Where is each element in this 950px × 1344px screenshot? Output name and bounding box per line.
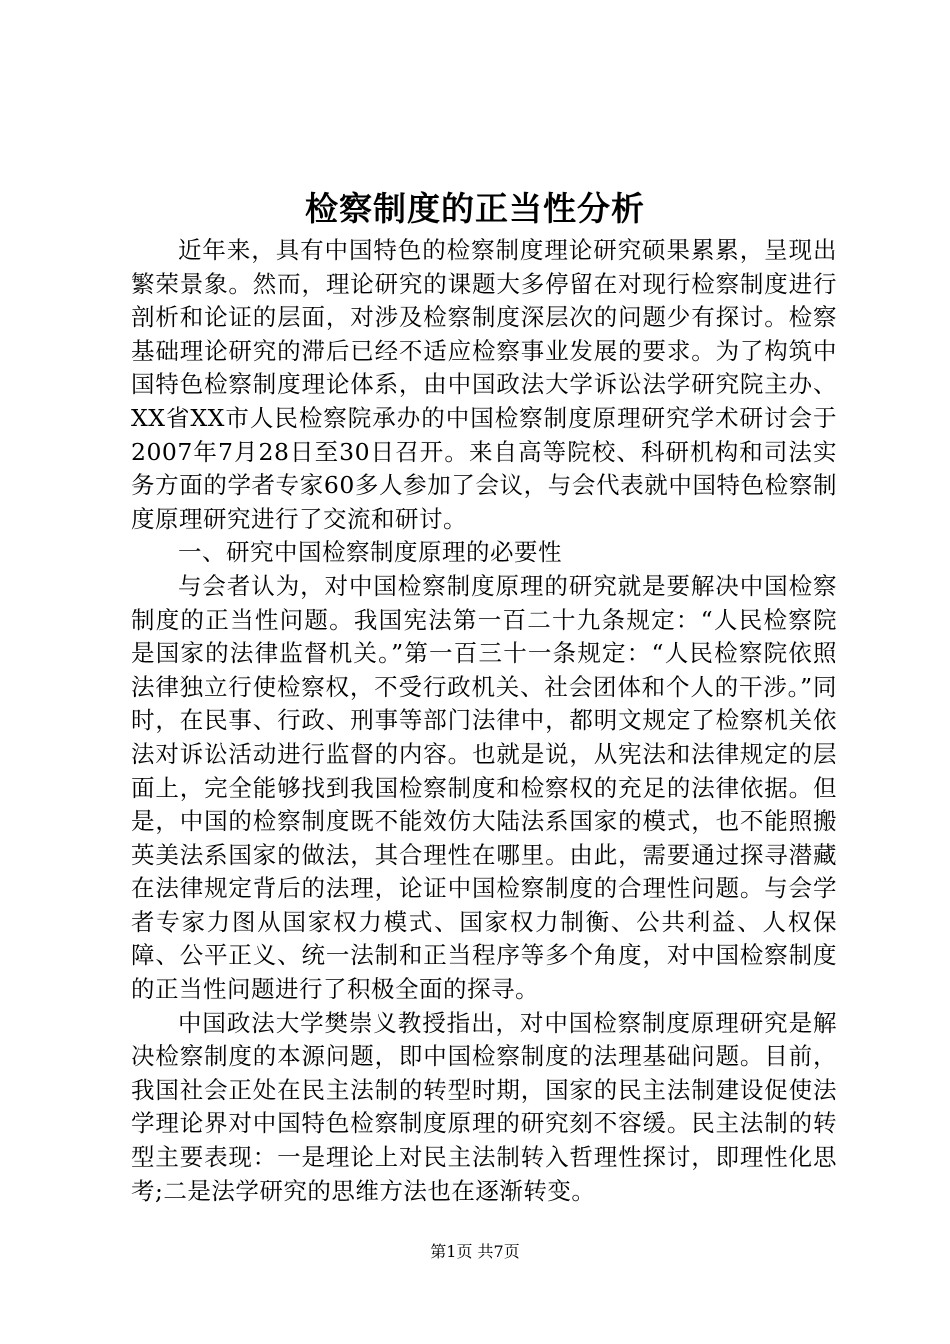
document-title: 检察制度的正当性分析 <box>305 189 645 228</box>
paragraph-fan-chongyi: 中国政法大学樊崇义教授指出，对中国检察制度原理研究是解决检察制度的本源问题，即中国检察制度的法理基础问题。目前，我国社会正处在民主法制的转型时期，国家的民主法制建设促使法学理论界对中国特色检察制度原理的研究刻不容缓。民主法制的转型主要表现：一是理论上对民主法制转入哲理性探讨，即理性化思考;二是法学研究的思维方法也在逐渐转变。 <box>131 1008 837 1205</box>
document-body <box>131 234 837 1208</box>
page-number: 第1页 共7页 <box>430 1242 520 1261</box>
paragraph-intro: 近年来，具有中国特色的检察制度理论研究硕果累累，呈现出繁荣景象。然而，理论研究的课题大多停留在对现行检察制度进行剖析和论证的层面，对涉及检察制度深层次的问题少有探讨。检察基础理论研究的滞后已经不适应检察事业发展的要求。为了构筑中国特色检察制度理论体系，由中国政法大学诉讼法学研究院主办、XX省XX市人民检察院承办的中国检察制度原理研究学术研讨会于2007年7月28日至30日召开。来自高等院校、科研机构和司法实务方面的学者专家60多人参加了会议，与会代表就中国特色检察制度原理研究进行了交流和研讨。 <box>131 236 837 533</box>
section-heading: 一、研究中国检察制度原理的必要性 <box>178 538 562 567</box>
paragraph-necessity: 与会者认为，对中国检察制度原理的研究就是要解决中国检察制度的正当性问题。我国宪法第一百二十九条规定：“人民检察院是国家的法律监督机关。”第一百三十一条规定：“人民检察院依照法律独立行使检察权，不受行政机关、社会团体和个人的干涉。”同时，在民事、行政、刑事等部门法律中，都明文规定了检察机关依法对诉讼活动进行监督的内容。也就是说，从宪法和法律规定的层面上，完全能够找到我国检察制度和检察权的充足的法律依据。但是，中国的检察制度既不能效仿大陆法系国家的模式，也不能照搬英美法系国家的做法，其合理性在哪里。由此，需要通过探寻潜藏在法律规定背后的法理，论证中国检察制度的合理性问题。与会学者专家力图从国家权力模式、国家权力制衡、公共利益、人权保障、公平正义、统一法制和正当程序等多个角度，对中国检察制度的正当性问题进行了积极全面的探寻。 <box>131 571 837 1004</box>
